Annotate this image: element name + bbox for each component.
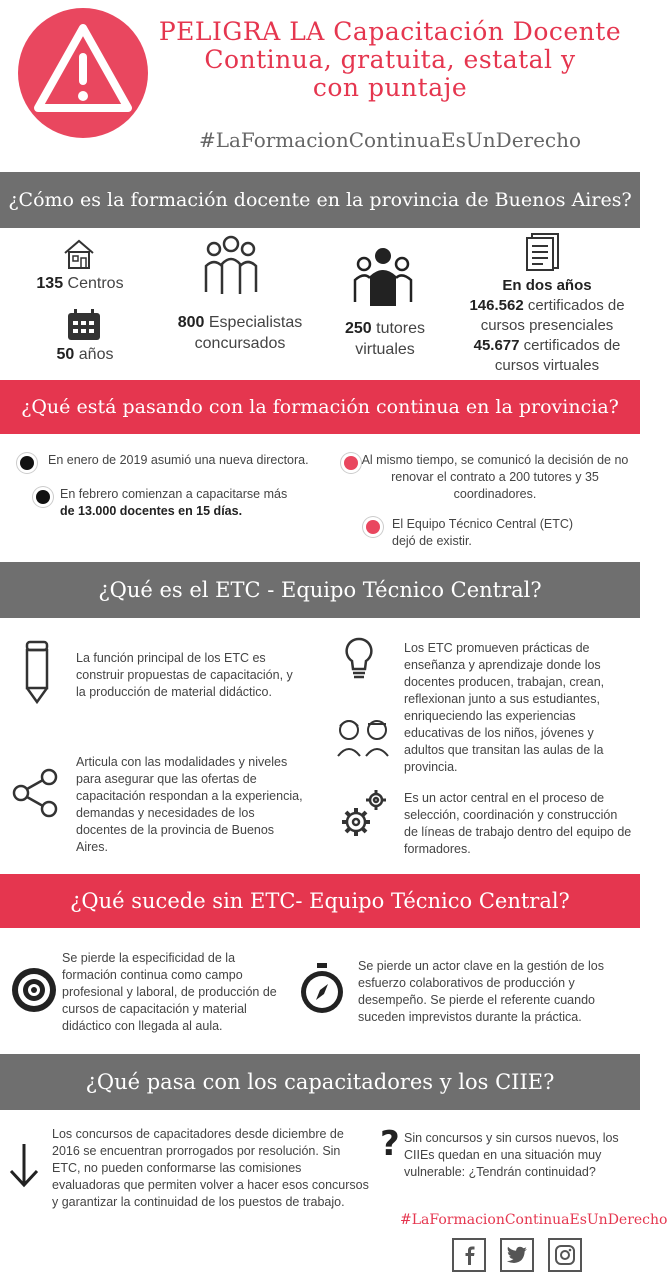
- section-4-banner: [0, 874, 640, 928]
- alert-icon: [18, 8, 148, 138]
- header-hashtag: #LaFormacionContinuaEsUnDerecho: [198, 128, 582, 152]
- gears-icon: [338, 788, 388, 840]
- stat-centros: 135 Centros: [36, 275, 124, 292]
- sin-etc-especificidad: Se pierde la especificidad de la formación continua como campo profesional y laboral, de producción de cursos de capacitación y material didáctico con llegada al aula.: [62, 951, 277, 1033]
- stat-certificados: En dos años 146.562 certificados de cursos presenciales 45.677 certificados de cursos virtuales: [469, 277, 625, 374]
- stopwatch-icon: [298, 962, 346, 1016]
- pasando-item-1: En enero de 2019 asumió una nueva directora.: [48, 453, 309, 467]
- house-icon: [62, 238, 96, 270]
- document-icon: [525, 232, 561, 272]
- pasando-item-2: En febrero comienzan a capacitarse más de 13.000 docentes en 15 días.: [60, 487, 288, 518]
- pasando-item-3: Al mismo tiempo, se comunicó la decisión de no renovar el contrato a 200 tutores y 35 coordinadores.: [361, 453, 629, 501]
- people-icon: [334, 716, 392, 756]
- stat-tutores: 250 tutores virtuales: [344, 320, 426, 358]
- bullet-dot: [366, 520, 380, 534]
- bullet-dot: [344, 456, 358, 470]
- section-4-title: ¿Qué sucede sin ETC- Equipo Técnico Central?: [70, 889, 570, 913]
- share-icon: [12, 768, 58, 818]
- pencil-icon: [22, 640, 52, 704]
- question-icon: ?: [380, 1124, 400, 1164]
- section-5-title: ¿Qué pasa con los capacitadores y los CIIE?: [85, 1070, 555, 1094]
- section-2-title: ¿Qué está pasando con la formación continua en la provincia?: [21, 396, 619, 418]
- footer-hashtag: #LaFormacionContinuaEsUnDerecho: [400, 1212, 667, 1228]
- section-5-banner: [0, 1054, 640, 1110]
- facebook-icon[interactable]: [452, 1238, 486, 1272]
- bullet-dot: [36, 490, 50, 504]
- section-2-banner: [0, 380, 640, 434]
- page-title: PELIGRA LA Capacitación Docente Continua, gratuita, estatal y con puntaje: [158, 17, 622, 102]
- etc-funcion: La función principal de los ETC es construir propuestas de capacitación, y la producción de material didáctico.: [76, 651, 293, 699]
- group-icon: [200, 234, 262, 296]
- pasando-item-4: El Equipo Técnico Central (ETC) dejó de existir.: [392, 517, 574, 548]
- capacitadores-sin-concursos: Sin concursos y sin cursos nuevos, los CIIEs quedan en una situación muy vulnerable: ¿Tendrán continuidad?: [404, 1131, 619, 1179]
- tutor-group-icon: [352, 246, 414, 308]
- lightbulb-icon: [344, 636, 374, 682]
- etc-promueven: Los ETC promueven prácticas de enseñanza y aprendizaje donde los docentes producen, trabajan, crean, reflexionan junto a sus estudiantes, enriqueciendo las experiencias educativas de los niños, jóvenes y adultos que transitan las aulas de la provincia.: [404, 641, 605, 774]
- instagram-icon[interactable]: [548, 1238, 582, 1272]
- bullet-dot: [20, 456, 34, 470]
- section-1-banner: [0, 172, 640, 228]
- etc-articula: Articula con las modalidades y niveles para asegurar que las ofertas de capacitación respondan a la experiencia, demandas y necesidades de los docentes de la provincia de Buenos Aires.: [76, 755, 303, 854]
- section-1-title: ¿Cómo es la formación docente en la provincia de Buenos Aires?: [8, 189, 632, 211]
- capacitadores-concursos: Los concursos de capacitadores desde diciembre de 2016 se encuentran prorrogados por resolución. Sin ETC, no pueden conformarse las comisiones evaluadoras que permiten volver a hacer esos concursos y garantizar la continuidad de los puestos de trabajo.: [52, 1127, 369, 1209]
- sin-etc-actor-clave: Se pierde un actor clave en la gestión de los esfuerzo colaborativos de producción y desempeño. Se pierde el referente cuando suceden imprevistos durante la práctica.: [358, 959, 604, 1024]
- stat-anios: 50 años: [56, 346, 114, 363]
- stat-especialistas: 800 Especialistas concursados: [177, 314, 303, 352]
- section-3-banner: [0, 562, 640, 618]
- etc-actor: Es un actor central en el proceso de selección, coordinación y construcción de líneas de trabajo dentro del equipo de formadores.: [404, 791, 632, 856]
- section-3-title: ¿Qué es el ETC - Equipo Técnico Central?: [98, 578, 542, 602]
- arrow-down-icon: [8, 1142, 40, 1188]
- twitter-icon[interactable]: [500, 1238, 534, 1272]
- alert-badge: [18, 8, 148, 138]
- calendar-icon: [66, 308, 102, 342]
- target-icon: [10, 966, 58, 1014]
